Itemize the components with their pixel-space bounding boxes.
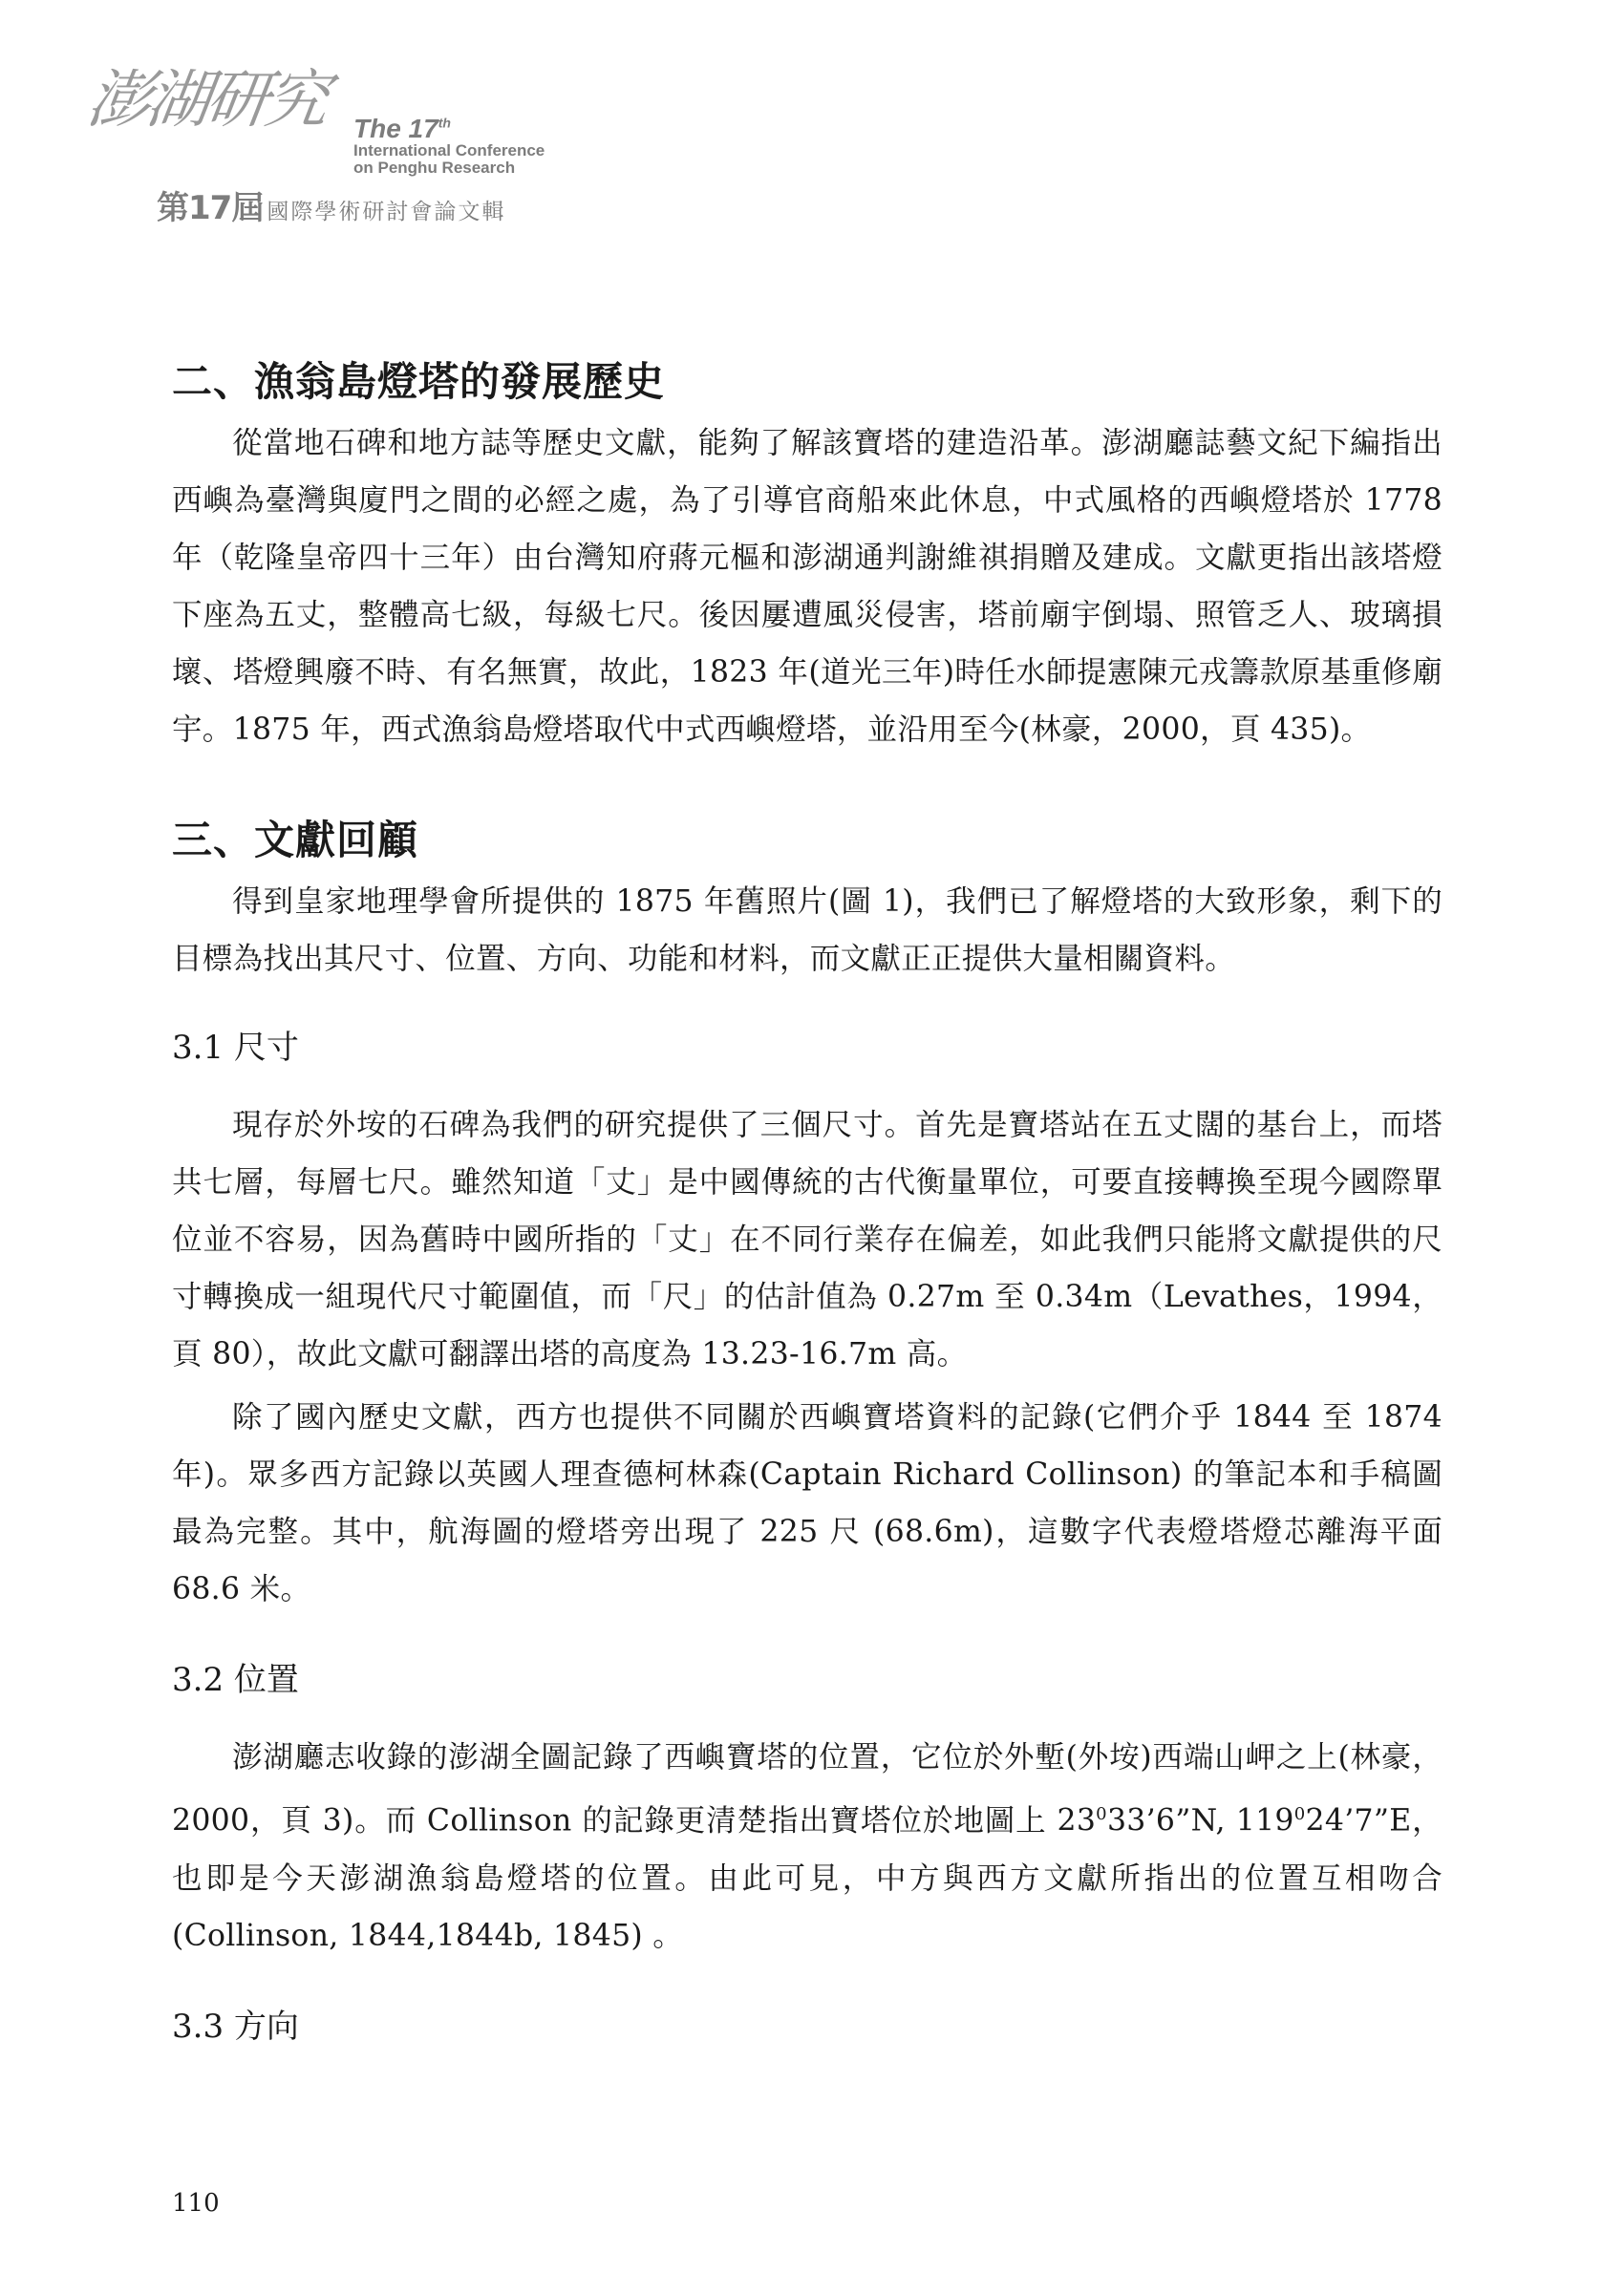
logo-en-line3: on Penghu Research (353, 159, 516, 178)
logo-proceedings-title: 國際學術研討會論文輯 (267, 200, 506, 224)
subsection-3-3-heading: 3.3 方向 (172, 2007, 299, 2046)
article-body (172, 353, 1442, 2051)
logo-chinese-subtitle (157, 181, 505, 228)
logo-en-line1: The 17th (353, 114, 451, 143)
conference-logo (82, 63, 623, 227)
logo-en-line2: International Conference (353, 141, 545, 160)
logo-script-title: 澎湖研究 (82, 63, 331, 137)
section-3-paragraph-1: 得到皇家地理學會所提供的 1875 年舊照片(圖 1)，我們已了解燈塔的大致形象，剩下的目標為找出其尺寸、位置、方向、功能和材料，而文獻正正提供大量相關資料。 (172, 884, 1442, 976)
section-2-paragraph-1: 從當地石碑和地方誌等歷史文獻，能夠了解該寶塔的建造沿革。澎湖廳誌藝文紀下編指出西嶼為臺灣與廈門之間的必經之處，為了引導官商船來此休息，中式風格的西嶼燈塔於 1778 年（乾隆皇帝四十三年）由台灣知府蔣元樞和澎湖通判謝維祺捐贈及建成。文獻更指出該塔燈下座為五丈，整體高七級，每級七尺。後因屢遭風災侵害，塔前廟宇倒塌、照管乏人、玻璃損壞、塔燈興廢不時、有名無實，故此，1823 年(道光三年)時任水師提憲陳元戎籌款原基重修廟宇。1875 年，西式漁翁島燈塔取代中式西嶼燈塔，並沿用至今(林豪，2000，頁 435)。 (172, 426, 1442, 747)
subsection-3-1-paragraph-1: 現存於外垵的石碑為我們的研究提供了三個尺寸。首先是寶塔站在五丈闊的基台上，而塔共七層，每層七尺。雖然知道「丈」是中國傳統的古代衡量單位，可要直接轉換至現今國際單位並不容易，因為舊時中國所指的「丈」在不同行業存在偏差，如此我們只能將文獻提供的尺寸轉換成一組現代尺寸範圍值，而「尺」的估計值為 0.27m 至 0.34m（Levathes，1994，頁 80），故此文獻可翻譯出塔的高度為 13.23-16.7m 高。 (172, 1108, 1442, 1371)
logo-english-title (353, 115, 545, 177)
section-2-heading: 二、漁翁島燈塔的發展歷史 (172, 358, 666, 405)
section-3-heading: 三、文獻回顧 (172, 817, 419, 863)
logo-edition: 第17屆 (157, 189, 264, 227)
subsection-3-2-paragraph-1: 澎湖廳志收錄的澎湖全圖記錄了西嶼寶塔的位置，它位於外塹(外垵)西端山岬之上(林豪，2000，頁 3)。而 Collinson 的記錄更清楚指出寶塔位於地圖上 $23^033’6”N$, $119^024’7”E$，也即是今天澎湖漁翁島燈塔的位置。由此可見，中方與西方文獻所指出的位置互相吻合 (Collinson, 1844,1844b, 1845) 。 (172, 1740, 1442, 1953)
page-number: 110 (172, 2189, 220, 2218)
subsection-3-2-heading: 3.2 位置 (172, 1661, 299, 1699)
subsection-3-1-paragraph-2: 除了國內歷史文獻，西方也提供不同關於西嶼寶塔資料的記錄(它們介乎 1844 至 1874 年)。眾多西方記錄以英國人理查德柯林森(Captain Richard Collinson) 的筆記本和手稿圖最為完整。其中，航海圖的燈塔旁出現了 225 尺 (68.6m)，這數字代表燈塔燈芯離海平面 68.6 米。 (172, 1400, 1442, 1606)
subsection-3-1-heading: 3.1 尺寸 (172, 1029, 299, 1067)
